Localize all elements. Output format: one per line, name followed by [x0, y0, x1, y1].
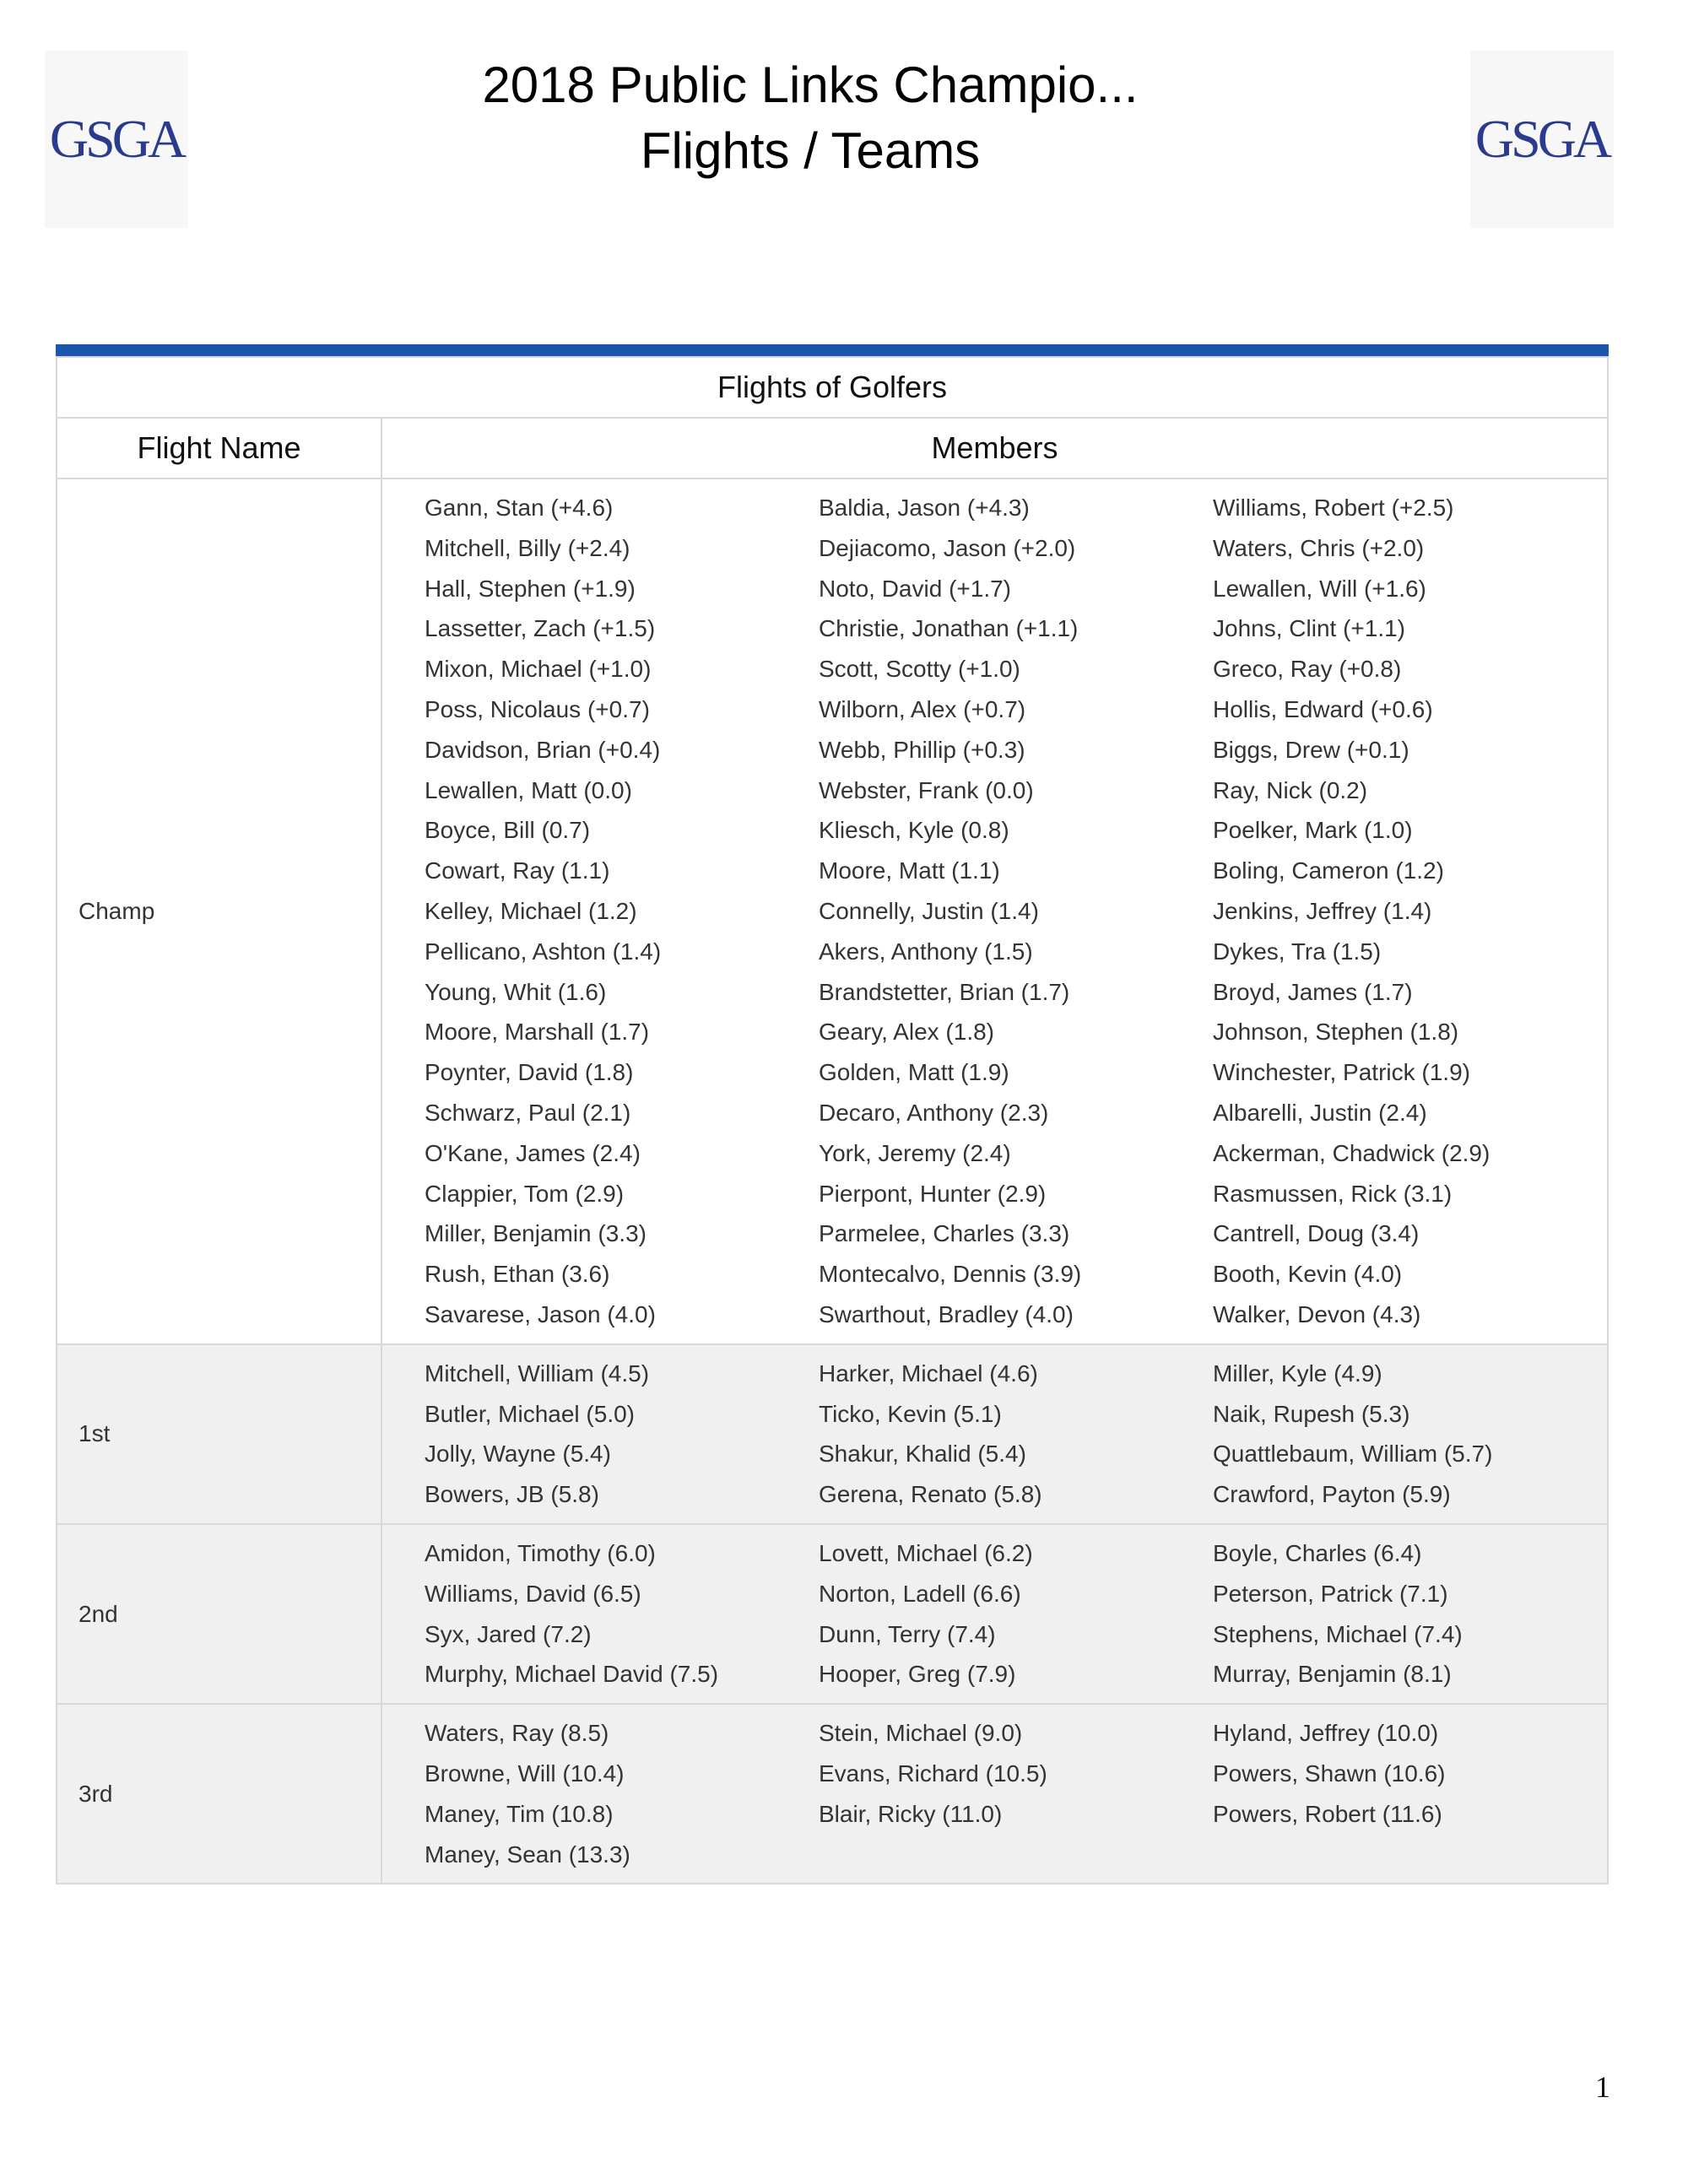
member-entry: Montecalvo, Dennis (3.9)	[819, 1261, 1082, 1288]
member-entry: Rasmussen, Rick (3.1)	[1213, 1180, 1453, 1207]
member-entry: Johns, Clint (+1.1)	[1213, 615, 1405, 642]
member-entry: Mitchell, Billy (+2.4)	[425, 534, 630, 561]
member-entry: Rush, Ethan (3.6)	[425, 1261, 610, 1288]
member-entry: Walker, Devon (4.3)	[1213, 1300, 1421, 1327]
member-entry: Boling, Cameron (1.2)	[1213, 857, 1444, 884]
gsga-logo-right-text: GSGA	[1474, 109, 1610, 169]
member-entry: Lewallen, Will (+1.6)	[1213, 575, 1426, 602]
member-entry: Amidon, Timothy (6.0)	[425, 1539, 656, 1566]
member-entry: Gann, Stan (+4.6)	[425, 495, 614, 521]
member-entry: Crawford, Payton (5.9)	[1213, 1481, 1451, 1508]
member-entry: Baldia, Jason (+4.3)	[819, 495, 1030, 521]
flight-name-cell: 3rd	[57, 1704, 381, 1884]
member-entry: Clappier, Tom (2.9)	[425, 1180, 625, 1207]
member-entry: Booth, Kevin (4.0)	[1213, 1261, 1403, 1288]
member-entry: Winchester, Patrick (1.9)	[1213, 1059, 1470, 1086]
member-entry: Broyd, James (1.7)	[1213, 978, 1413, 1005]
member-entry: Geary, Alex (1.8)	[819, 1019, 995, 1046]
flight-row	[57, 478, 1608, 1344]
member-entry: Powers, Robert (11.6)	[1213, 1800, 1442, 1827]
member-entry: Schwarz, Paul (2.1)	[425, 1099, 631, 1126]
member-entry: O'Kane, James (2.4)	[425, 1139, 641, 1166]
member-entry: Blair, Ricky (11.0)	[819, 1800, 1003, 1827]
column-header-members: Members	[381, 418, 1608, 478]
flight-row	[57, 1524, 1608, 1704]
member-entry: Ticko, Kevin (5.1)	[819, 1400, 1002, 1427]
member-entry: Kliesch, Kyle (0.8)	[819, 817, 1009, 844]
gsga-logo-left-text: GSGA	[49, 109, 184, 169]
member-entry: Maney, Tim (10.8)	[425, 1800, 614, 1827]
member-entry: Kelley, Michael (1.2)	[425, 897, 637, 924]
table-caption: Flights of Golfers	[57, 357, 1608, 418]
member-entry: Norton, Ladell (6.6)	[819, 1580, 1021, 1607]
member-entry: Wilborn, Alex (+0.7)	[819, 695, 1026, 722]
member-entry: Johnson, Stephen (1.8)	[1213, 1019, 1459, 1046]
member-entry: Parmelee, Charles (3.3)	[819, 1220, 1070, 1247]
member-entry: Pellicano, Ashton (1.4)	[425, 938, 662, 965]
page-title-line1: 2018 Public Links Champio...	[482, 57, 1139, 113]
members-grid	[425, 1713, 1607, 1874]
member-entry: Poss, Nicolaus (+0.7)	[425, 695, 650, 722]
member-entry: Akers, Anthony (1.5)	[819, 938, 1033, 965]
member-entry: Harker, Michael (4.6)	[819, 1360, 1038, 1387]
member-entry: Jenkins, Jeffrey (1.4)	[1213, 897, 1432, 924]
flight-members-cell	[381, 1704, 1608, 1884]
member-entry: Brandstetter, Brian (1.7)	[819, 978, 1070, 1005]
member-entry: Gerena, Renato (5.8)	[819, 1481, 1042, 1508]
member-entry: Ackerman, Chadwick (2.9)	[1213, 1139, 1491, 1166]
member-entry: Golden, Matt (1.9)	[819, 1059, 1009, 1086]
member-entry: Shakur, Khalid (5.4)	[819, 1441, 1026, 1468]
member-entry: Waters, Chris (+2.0)	[1213, 534, 1425, 561]
member-entry: Ray, Nick (0.2)	[1213, 776, 1368, 803]
member-entry: Syx, Jared (7.2)	[425, 1620, 592, 1647]
flights-table-body	[57, 478, 1608, 1884]
flight-name-cell: 2nd	[57, 1524, 381, 1704]
flight-row	[57, 1344, 1608, 1524]
member-entry: Cowart, Ray (1.1)	[425, 857, 610, 884]
member-entry: Hall, Stephen (+1.9)	[425, 575, 636, 602]
gsga-logo-right	[1470, 51, 1614, 228]
member-entry: York, Jeremy (2.4)	[819, 1139, 1011, 1166]
member-entry: Young, Whit (1.6)	[425, 978, 607, 1005]
member-entry: Naik, Rupesh (5.3)	[1213, 1400, 1410, 1427]
member-entry: Jolly, Wayne (5.4)	[425, 1441, 611, 1468]
member-entry: Swarthout, Bradley (4.0)	[819, 1300, 1074, 1327]
member-entry: Lovett, Michael (6.2)	[819, 1539, 1033, 1566]
gsga-logo-left	[45, 51, 188, 228]
member-entry: Poelker, Mark (1.0)	[1213, 817, 1413, 844]
member-entry: Maney, Sean (13.3)	[425, 1841, 630, 1868]
member-entry: Davidson, Brian (+0.4)	[425, 736, 661, 763]
flight-name-cell: 1st	[57, 1344, 381, 1524]
member-entry: Biggs, Drew (+0.1)	[1213, 736, 1409, 763]
member-entry: Lassetter, Zach (+1.5)	[425, 615, 656, 642]
column-header-flight-name: Flight Name	[57, 418, 381, 478]
member-entry: Christie, Jonathan (+1.1)	[819, 615, 1079, 642]
flight-members-cell	[381, 478, 1608, 1344]
members-grid	[425, 1354, 1607, 1515]
member-entry: Williams, Robert (+2.5)	[1213, 495, 1454, 521]
member-entry: Dunn, Terry (7.4)	[819, 1620, 996, 1647]
member-entry: Bowers, JB (5.8)	[425, 1481, 599, 1508]
member-entry: Dejiacomo, Jason (+2.0)	[819, 534, 1076, 561]
member-entry: Mitchell, William (4.5)	[425, 1360, 650, 1387]
member-entry: Boyle, Charles (6.4)	[1213, 1539, 1422, 1566]
page-title-line2: Flights / Teams	[640, 122, 981, 179]
member-entry: Scott, Scotty (+1.0)	[819, 656, 1020, 683]
member-entry: Pierpont, Hunter (2.9)	[819, 1180, 1047, 1207]
member-entry: Powers, Shawn (10.6)	[1213, 1760, 1446, 1787]
flight-members-cell	[381, 1344, 1608, 1524]
flights-table	[56, 356, 1609, 1884]
member-entry: Cantrell, Doug (3.4)	[1213, 1220, 1420, 1247]
member-entry: Evans, Richard (10.5)	[819, 1760, 1047, 1787]
member-entry: Murphy, Michael David (7.5)	[425, 1661, 719, 1688]
member-entry: Stein, Michael (9.0)	[819, 1720, 1023, 1747]
member-entry: Miller, Kyle (4.9)	[1213, 1360, 1382, 1387]
member-entry: Quattlebaum, William (5.7)	[1213, 1441, 1493, 1468]
member-entry: Decaro, Anthony (2.3)	[819, 1099, 1049, 1126]
member-entry: Hyland, Jeffrey (10.0)	[1213, 1720, 1439, 1747]
page-number: 1	[1595, 2070, 1610, 2104]
member-entry: Noto, David (+1.7)	[819, 575, 1011, 602]
member-entry: Browne, Will (10.4)	[425, 1760, 625, 1787]
flight-row	[57, 1704, 1608, 1884]
member-entry: Connelly, Justin (1.4)	[819, 897, 1039, 924]
member-entry: Miller, Benjamin (3.3)	[425, 1220, 647, 1247]
member-entry: Stephens, Michael (7.4)	[1213, 1620, 1463, 1647]
flight-name-cell: Champ	[57, 478, 381, 1344]
members-grid	[425, 488, 1607, 1335]
flight-members-cell	[381, 1524, 1608, 1704]
member-entry: Dykes, Tra (1.5)	[1213, 938, 1382, 965]
member-entry: Albarelli, Justin (2.4)	[1213, 1099, 1427, 1126]
member-entry: Boyce, Bill (0.7)	[425, 817, 591, 844]
member-entry: Webster, Frank (0.0)	[819, 776, 1034, 803]
member-entry: Savarese, Jason (4.0)	[425, 1300, 656, 1327]
member-entry: Williams, David (6.5)	[425, 1580, 641, 1607]
member-entry: Butler, Michael (5.0)	[425, 1400, 635, 1427]
member-entry: Hollis, Edward (+0.6)	[1213, 695, 1433, 722]
member-entry: Moore, Matt (1.1)	[819, 857, 1000, 884]
flights-table-container	[56, 344, 1609, 1884]
member-entry: Greco, Ray (+0.8)	[1213, 656, 1402, 683]
member-entry: Waters, Ray (8.5)	[425, 1720, 609, 1747]
page-title	[304, 52, 1317, 184]
member-entry: Lewallen, Matt (0.0)	[425, 776, 632, 803]
members-grid	[425, 1533, 1607, 1695]
member-entry: Hooper, Greg (7.9)	[819, 1661, 1016, 1688]
member-entry: Peterson, Patrick (7.1)	[1213, 1580, 1448, 1607]
member-entry: Webb, Phillip (+0.3)	[819, 736, 1025, 763]
member-entry: Mixon, Michael (+1.0)	[425, 656, 652, 683]
member-entry: Moore, Marshall (1.7)	[425, 1019, 650, 1046]
member-entry: Poynter, David (1.8)	[425, 1059, 634, 1086]
member-entry: Murray, Benjamin (8.1)	[1213, 1661, 1452, 1688]
